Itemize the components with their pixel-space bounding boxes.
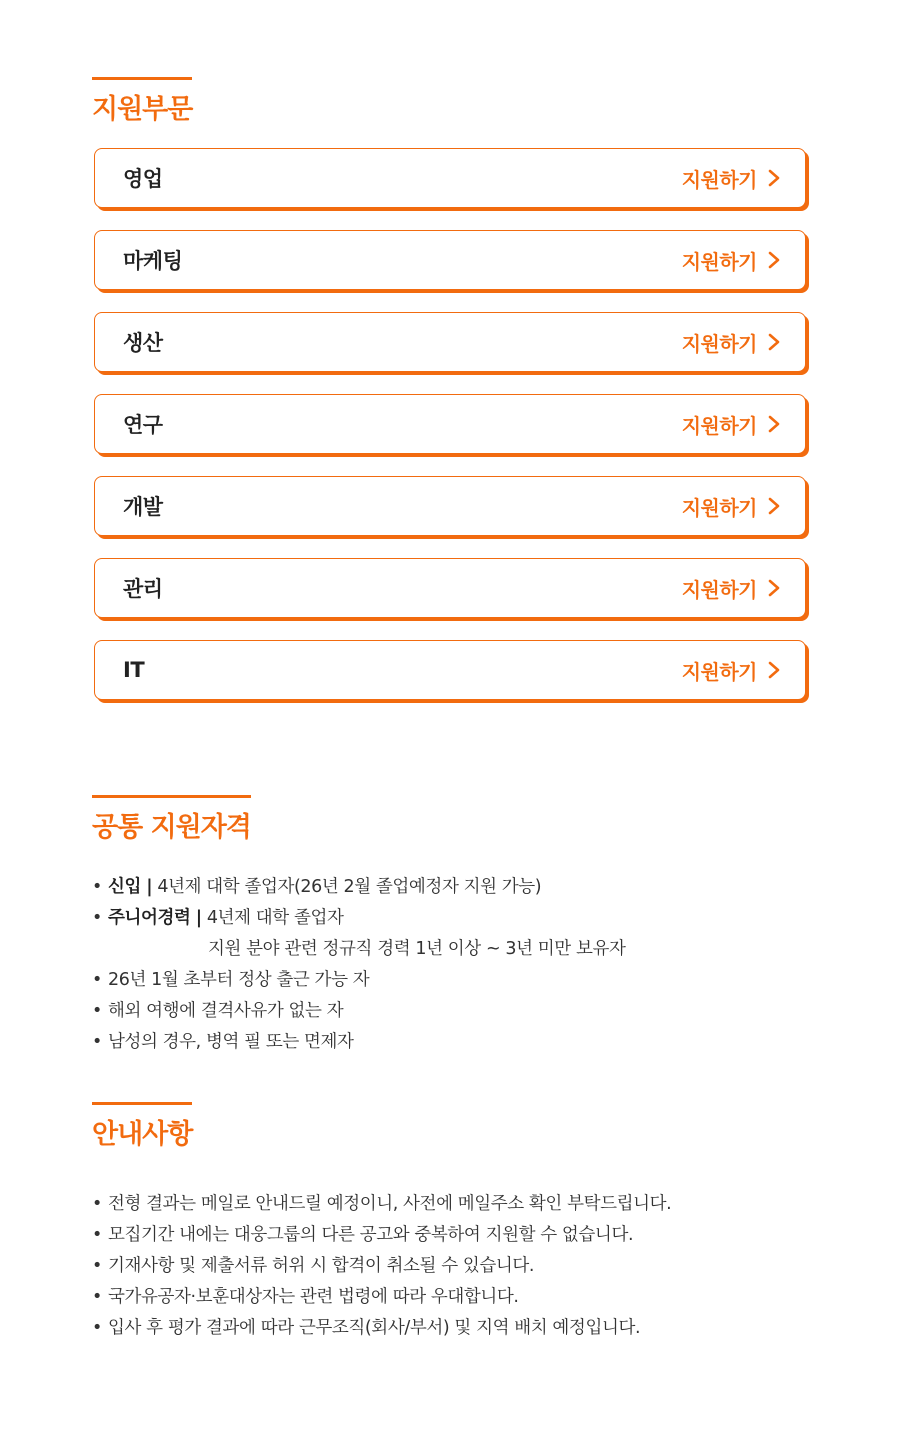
chevron-right-icon: [767, 333, 781, 351]
notices-title: 안내사항: [92, 1102, 192, 1151]
junior-subtext: 지원 분야 관련 정규직 경력 1년 이상 ~ 3년 미만 보유자: [208, 939, 626, 959]
apply-button[interactable]: [682, 656, 781, 685]
department-name: 개발: [123, 495, 163, 519]
chevron-right-icon: [767, 497, 781, 515]
chevron-right-icon: [767, 251, 781, 269]
apply-button[interactable]: [682, 246, 781, 275]
chevron-right-icon: [767, 169, 781, 187]
apply-button[interactable]: [682, 328, 781, 357]
qualifications-title: 공통 지원자격: [92, 795, 251, 844]
apply-button[interactable]: [682, 574, 781, 603]
chevron-right-icon: [767, 415, 781, 433]
apply-label: 지원하기: [681, 577, 757, 602]
apply-label: 지원하기: [681, 495, 757, 520]
department-row-sales[interactable]: [94, 148, 806, 208]
newcomer-label: 신입: [108, 877, 142, 897]
list-item: • 26년 1월 초부터 정상 출근 가능 자: [92, 965, 806, 996]
list-item: • 기재사항 및 제출서류 허위 시 합격이 취소될 수 있습니다.: [92, 1251, 806, 1282]
list-item: • 입사 후 평가 결과에 따라 근무조직(회사/부서) 및 지역 배치 예정입니다.: [92, 1313, 806, 1344]
apply-label: 지원하기: [681, 659, 757, 684]
notices-section: [92, 1102, 806, 1344]
apply-label: 지원하기: [681, 167, 757, 192]
department-name: 생산: [123, 331, 163, 355]
department-list: [92, 148, 806, 700]
notices-list: [92, 1189, 806, 1344]
department-row-development[interactable]: [94, 476, 806, 536]
department-row-management[interactable]: [94, 558, 806, 618]
apply-button[interactable]: [682, 410, 781, 439]
separator: |: [195, 908, 202, 928]
list-item: • 남성의 경우, 병역 필 또는 면제자: [92, 1027, 806, 1058]
apply-label: 지원하기: [681, 331, 757, 356]
junior-text: 4년제 대학 졸업자: [206, 908, 344, 928]
list-item: [92, 903, 806, 965]
departments-section: [92, 77, 806, 722]
list-item: • 모집기간 내에는 대웅그룹의 다른 공고와 중복하여 지원할 수 없습니다.: [92, 1220, 806, 1251]
junior-label: 주니어경력: [108, 908, 191, 928]
qualifications-section: [92, 795, 806, 1058]
department-name: 연구: [123, 413, 163, 437]
list-item: [92, 872, 806, 903]
departments-title: 지원부문: [92, 77, 192, 126]
apply-label: 지원하기: [681, 413, 757, 438]
apply-button[interactable]: [682, 492, 781, 521]
list-item: • 전형 결과는 메일로 안내드릴 예정이니, 사전에 메일주소 확인 부탁드립니다.: [92, 1189, 806, 1220]
department-row-production[interactable]: [94, 312, 806, 372]
apply-label: 지원하기: [681, 249, 757, 274]
chevron-right-icon: [767, 661, 781, 679]
list-item: • 국가유공자·보훈대상자는 관련 법령에 따라 우대합니다.: [92, 1282, 806, 1313]
chevron-right-icon: [767, 579, 781, 597]
separator: |: [146, 877, 153, 897]
department-row-research[interactable]: [94, 394, 806, 454]
department-row-it[interactable]: [94, 640, 806, 700]
department-name: IT: [123, 658, 145, 682]
newcomer-text: 4년제 대학 졸업자(26년 2월 졸업예정자 지원 가능): [157, 877, 542, 897]
qualifications-list: [92, 872, 806, 1058]
list-item: • 해외 여행에 결격사유가 없는 자: [92, 996, 806, 1027]
apply-button[interactable]: [682, 164, 781, 193]
department-name: 마케팅: [123, 249, 183, 273]
department-row-marketing[interactable]: [94, 230, 806, 290]
department-name: 관리: [123, 577, 163, 601]
department-name: 영업: [123, 167, 163, 191]
